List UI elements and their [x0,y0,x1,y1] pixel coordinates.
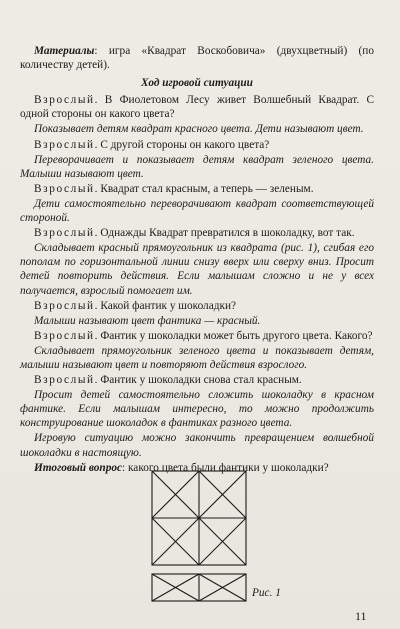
page-text [20,44,374,476]
speaker-label: Взрослый [34,299,95,312]
stage-direction [20,344,374,372]
figure-caption: Рис. 1 [252,587,281,599]
stage-direction-text: Малыши называют цвет фантика — красный. [34,314,261,327]
stage-direction-text: Дети самостоятельно переворачивают квадрат соответствующей стороной. [20,197,374,225]
materials-label: Материалы [34,45,95,57]
final-question-label: Итоговый вопрос [34,461,123,474]
dialogue-line [20,373,374,387]
stage-direction-text: Просит детей самостоятельно сложить шоколадку в красном фантике. Если малышам интересно, то можно продолжить конструирование шоколадок в фантиках разного цвета. [20,389,374,430]
page-number: 11 [355,609,367,623]
speaker-label: Взрослый [34,138,95,151]
materials-line [20,44,374,72]
stage-direction-text: Показывает детям квадрат красного цвета. Дети называют цвет. [34,123,364,136]
dialogue-text: . Фантик у шоколадки может быть другого цвета. Какого? [94,329,373,342]
dialogue-line [20,329,374,343]
rectangle-diagram [152,574,246,601]
speaker-label: Взрослый [34,227,95,240]
dialogue-line [20,182,374,196]
section-heading: Ход игровой ситуации [141,77,253,90]
stage-direction [20,314,374,328]
dialogue-text: . Квадрат стал красным, а теперь — зеленым. [94,182,314,195]
stage-direction [20,153,374,181]
final-question-text: : какого цвета были фантики у шоколадки? [122,461,329,474]
dialogue-text: . Фантик у шоколадки снова стал красным. [94,374,302,387]
dialogue-line [20,226,374,240]
speaker-label: Взрослый [34,182,95,195]
dialogue-line [20,93,374,121]
stage-direction [20,122,374,136]
stage-direction-text: Складывает прямоугольник зеленого цвета и показывает детям, малыши называют цвет и повторяют действия взрослого. [20,344,374,371]
stage-direction-text: Складывает красный прямоугольник из квадрата (рис. 1), сгибая его пополам по горизонтальной линии снизу вверх или сверху вниз. Просит детей повторить действия. Если малышам сложно и не у всех получается, взрослый помогает им. [20,242,374,297]
stage-direction-text: Игровую ситуацию можно закончить превращением волшебной шоколадки в настоящую. [20,432,374,459]
speaker-label: Взрослый [34,374,95,387]
square-diagram [152,471,246,565]
dialogue-text: . С другой стороны он какого цвета? [94,138,270,151]
speaker-label: Взрослый [34,94,95,107]
folded-square-figure [151,470,247,602]
dialogue-text: . В Фиолетовом Лесу живет Волшебный Квадрат. С одной стороны он какого цвета? [20,94,374,121]
paragraph-list [20,93,374,459]
stage-direction [20,388,374,430]
stage-direction [20,241,374,297]
dialogue-text: . Какой фантик у шоколадки? [94,299,237,312]
stage-direction-text: Переворачивает и показывает детям квадрат зеленого цвета. Малыши называют цвет. [20,153,374,180]
dialogue-text: . Однажды Квадрат превратился в шоколадку, вот так. [94,227,355,240]
speaker-label: Взрослый [34,329,95,342]
materials-text: : игра «Квадрат Воскобовича» (двухцветный) (по количеству детей). [20,45,374,72]
stage-direction [20,431,374,459]
stage-direction [20,197,374,225]
dialogue-line [20,299,374,313]
dialogue-line [20,138,374,152]
